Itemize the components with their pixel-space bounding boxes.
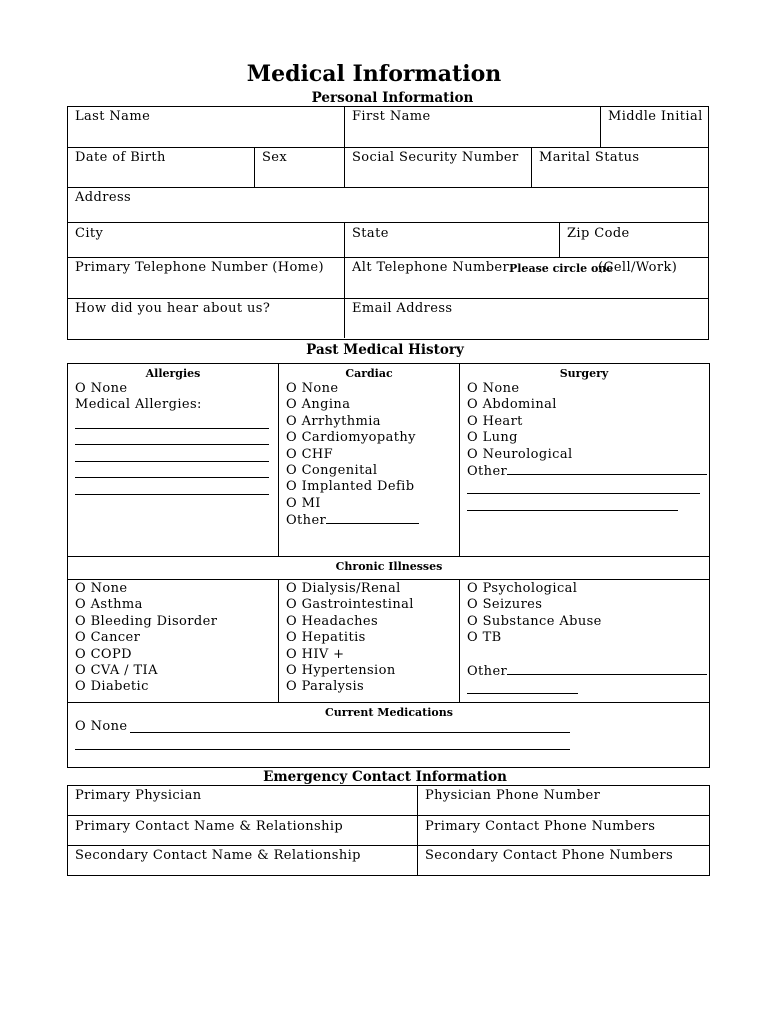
surgery-option[interactable]: O Heart — [467, 413, 523, 429]
divider — [559, 222, 560, 258]
chronic-option[interactable]: O Paralysis — [286, 679, 365, 695]
cardiac-other[interactable] — [286, 512, 419, 528]
chronic-option[interactable]: O TB — [467, 630, 502, 646]
chronic-option[interactable]: O Seizures — [467, 597, 543, 613]
middle-initial-field[interactable]: Middle Initial — [608, 109, 703, 124]
primary-phone-field[interactable]: Primary Telephone Number (Home) — [75, 260, 324, 275]
divider — [67, 187, 709, 188]
chronic-option[interactable]: O Asthma — [75, 597, 143, 613]
divider — [459, 579, 460, 703]
circle-note: Please circle one — [509, 262, 614, 275]
divider — [531, 147, 532, 188]
chronic-option[interactable]: O Hypertension — [286, 662, 396, 678]
surgery-other[interactable] — [467, 463, 707, 479]
divider — [344, 222, 345, 338]
medications-heading: Current Medications — [325, 706, 453, 719]
allergy-line[interactable] — [75, 477, 269, 478]
cardiac-option[interactable]: O Congenital — [286, 462, 378, 478]
emergency-heading: Emergency Contact Information — [263, 769, 507, 785]
chronic-option[interactable]: O CVA / TIA — [75, 662, 158, 678]
surgery-other-line[interactable] — [507, 463, 707, 475]
surgery-other-label: Other — [467, 463, 508, 479]
cardiac-option[interactable]: O Angina — [286, 397, 351, 413]
cell-work-option[interactable]: (Cell/Work) — [598, 260, 678, 275]
chronic-col1 — [75, 581, 217, 696]
surgery-heading: Surgery — [559, 367, 609, 380]
cardiac-option[interactable]: O Cardiomyopathy — [286, 430, 416, 446]
chronic-option[interactable]: O None — [75, 581, 128, 596]
surgery-line[interactable] — [467, 493, 700, 494]
dob-field[interactable]: Date of Birth — [75, 150, 166, 165]
secondary-contact-field[interactable]: Secondary Contact Name & Relationship — [75, 848, 361, 863]
allergy-line[interactable] — [75, 461, 269, 462]
divider — [67, 147, 709, 148]
chronic-option[interactable]: O Substance Abuse — [467, 613, 602, 629]
chronic-option[interactable]: O Diabetic — [75, 679, 149, 695]
chronic-option[interactable]: O Psychological — [467, 581, 578, 596]
personal-info-heading: Personal Information — [311, 90, 474, 106]
cardiac-option[interactable]: O Implanted Defib — [286, 479, 415, 495]
medical-allergies-label: Medical Allergies: — [75, 397, 202, 413]
ssn-field[interactable]: Social Security Number — [352, 150, 519, 165]
divider — [67, 222, 709, 223]
divider — [67, 257, 709, 258]
allergy-none-option[interactable]: O None — [75, 381, 128, 396]
surgery-line[interactable] — [467, 510, 678, 511]
divider — [417, 785, 418, 875]
allergies-list — [75, 381, 202, 414]
chronic-option[interactable]: O Bleeding Disorder — [75, 613, 218, 629]
divider — [278, 363, 279, 557]
primary-contact-field[interactable]: Primary Contact Name & Relationship — [75, 819, 344, 834]
first-name-field[interactable]: First Name — [352, 109, 431, 124]
hear-about-field[interactable]: How did you hear about us? — [75, 301, 271, 316]
divider — [459, 363, 460, 557]
allergy-line[interactable] — [75, 444, 269, 445]
divider — [67, 579, 710, 580]
chronic-other-label: Other — [467, 663, 508, 679]
cardiac-option[interactable]: O MI — [286, 495, 321, 511]
chronic-option[interactable]: O Dialysis/Renal — [286, 581, 401, 596]
chronic-other-line-2[interactable] — [467, 693, 578, 694]
chronic-option[interactable]: O Gastrointestinal — [286, 597, 414, 613]
state-field[interactable]: State — [352, 226, 389, 241]
address-field[interactable]: Address — [75, 190, 132, 205]
history-heading: Past Medical History — [306, 342, 464, 358]
cardiac-option[interactable]: O Arrhythmia — [286, 413, 381, 429]
divider — [67, 298, 709, 299]
email-field[interactable]: Email Address — [352, 301, 453, 316]
divider — [67, 845, 710, 846]
chronic-option[interactable]: O HIV + — [286, 646, 345, 662]
chronic-option[interactable]: O Hepatitis — [286, 630, 366, 646]
cardiac-option[interactable]: O CHF — [286, 446, 334, 462]
divider — [278, 579, 279, 703]
chronic-option[interactable]: O Cancer — [75, 630, 141, 646]
medications-none-option[interactable]: O None — [75, 719, 128, 734]
surgery-list — [467, 381, 707, 479]
surgery-option[interactable]: O None — [467, 381, 520, 396]
secondary-contact-phone-field[interactable]: Secondary Contact Phone Numbers — [425, 848, 674, 863]
surgery-option[interactable]: O Neurological — [467, 446, 573, 462]
divider — [600, 106, 601, 148]
cardiac-other-line[interactable] — [326, 512, 419, 524]
chronic-option[interactable]: O Headaches — [286, 613, 379, 629]
medications-line[interactable] — [130, 732, 570, 733]
cardiac-list — [286, 381, 419, 529]
primary-contact-phone-field[interactable]: Primary Contact Phone Numbers — [425, 819, 656, 834]
alt-phone-field[interactable]: Alt Telephone Number — [352, 260, 510, 275]
chronic-col2 — [286, 581, 414, 696]
cardiac-heading: Cardiac — [345, 367, 393, 380]
allergy-line[interactable] — [75, 494, 269, 495]
medications-line[interactable] — [75, 749, 570, 750]
chronic-col3 — [467, 581, 707, 679]
page-title: Medical Information — [246, 61, 502, 87]
divider — [344, 106, 345, 148]
zip-code-field[interactable]: Zip Code — [567, 226, 630, 241]
allergies-heading: Allergies — [145, 367, 201, 380]
chronic-option[interactable]: O COPD — [75, 646, 132, 662]
city-field[interactable]: City — [75, 226, 104, 241]
chronic-other[interactable] — [467, 663, 707, 679]
divider — [67, 815, 710, 816]
surgery-option[interactable]: O Lung — [467, 430, 518, 446]
cardiac-option[interactable]: O None — [286, 381, 339, 396]
last-name-field[interactable]: Last Name — [75, 109, 151, 124]
divider — [344, 147, 345, 188]
chronic-other-line[interactable] — [507, 663, 707, 675]
marital-status-field[interactable]: Marital Status — [539, 150, 640, 165]
cardiac-other-label: Other — [286, 513, 327, 529]
physician-phone-field[interactable]: Physician Phone Number — [425, 788, 601, 803]
divider — [67, 556, 710, 557]
sex-field[interactable]: Sex — [262, 150, 288, 165]
divider — [254, 147, 255, 188]
divider — [67, 702, 710, 703]
allergy-line[interactable] — [75, 428, 269, 429]
surgery-option[interactable]: O Abdominal — [467, 397, 557, 413]
primary-physician-field[interactable]: Primary Physician — [75, 788, 202, 803]
chronic-heading: Chronic Illnesses — [335, 560, 443, 573]
